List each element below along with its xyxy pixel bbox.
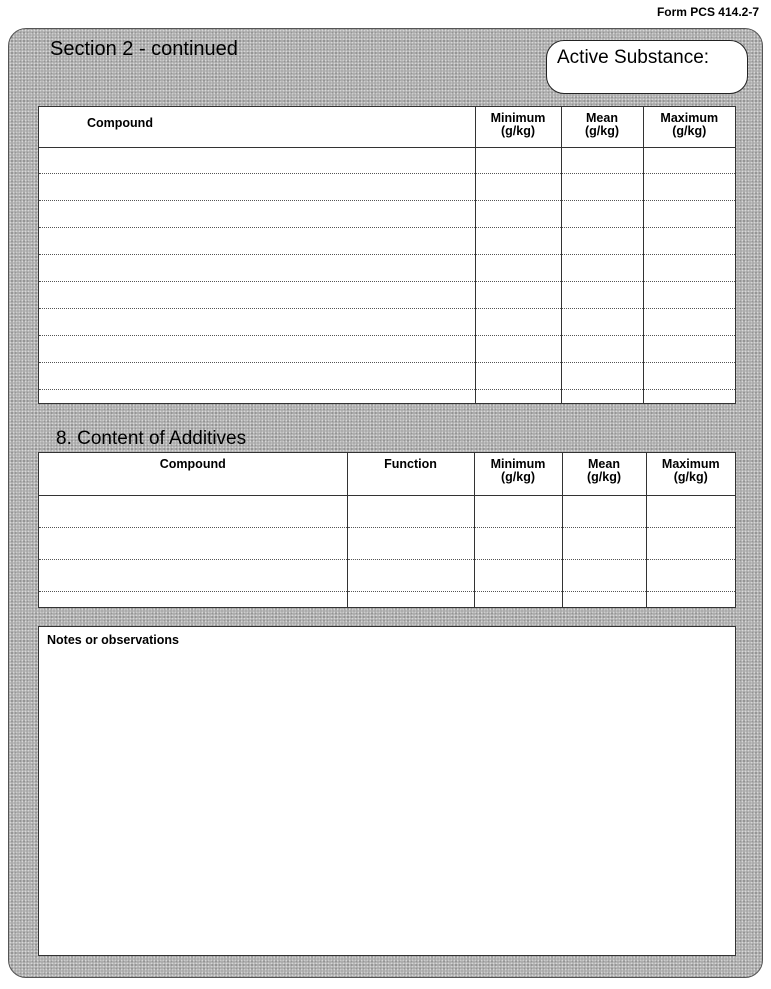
compound-row [39,389,735,403]
additive-row [39,591,735,607]
compound-cell-compound[interactable] [39,336,475,363]
compound-cell-minimum[interactable] [475,282,561,309]
compound-cell-compound[interactable] [39,228,475,255]
compound-cell-minimum[interactable] [475,363,561,390]
mean-unit: (g/kg) [584,124,620,138]
additive-cell-minimum[interactable] [474,527,562,559]
mean-header: Mean (g/kg) [561,107,643,147]
compound-cell-mean[interactable] [561,147,643,174]
section-title: Section 2 - continued [50,38,238,60]
compound-row [39,309,735,336]
compound-cell-minimum[interactable] [475,228,561,255]
compound-cell-maximum[interactable] [643,309,735,336]
compound-row [39,363,735,390]
additive-cell-mean[interactable] [562,527,646,559]
additive-cell-maximum[interactable] [646,495,735,527]
additives-table-box [38,452,736,608]
compound-cell-minimum[interactable] [475,147,561,174]
compound-row [39,147,735,174]
additive-cell-minimum[interactable] [474,559,562,591]
compound-cell-minimum[interactable] [475,309,561,336]
additive-maximum-unit: (g/kg) [673,470,708,484]
additive-cell-minimum[interactable] [474,495,562,527]
compound-table [39,107,735,403]
additives-table [39,453,735,607]
compound-cell-mean[interactable] [561,174,643,201]
compound-cell-minimum[interactable] [475,336,561,363]
compound-cell-compound[interactable] [39,282,475,309]
compound-cell-compound[interactable] [39,363,475,390]
active-substance-label: Active Substance: [557,47,710,68]
compound-cell-mean[interactable] [561,309,643,336]
compound-cell-minimum[interactable] [475,255,561,282]
additives-title: 8. Content of Additives [56,428,247,449]
additive-row [39,495,735,527]
compound-cell-mean[interactable] [561,255,643,282]
compound-cell-maximum[interactable] [643,147,735,174]
compound-table-header [39,107,735,147]
active-substance-field[interactable] [546,40,748,94]
additive-cell-minimum[interactable] [474,591,562,607]
additive-minimum-unit: (g/kg) [500,470,536,484]
compound-cell-minimum[interactable] [475,389,561,403]
compound-table-box [38,106,736,404]
additive-row [39,559,735,591]
compound-cell-maximum[interactable] [643,174,735,201]
compound-cell-maximum[interactable] [643,282,735,309]
maximum-unit: (g/kg) [672,124,707,138]
compound-cell-maximum[interactable] [643,363,735,390]
compound-cell-compound[interactable] [39,255,475,282]
notes-field[interactable] [38,626,736,956]
additive-maximum-header: Maximum (g/kg) [646,453,735,495]
notes-label: Notes or observations [47,633,179,647]
function-header: Function [347,453,474,495]
compound-cell-maximum[interactable] [643,389,735,403]
additive-cell-compound[interactable] [39,527,347,559]
compound-cell-minimum[interactable] [475,174,561,201]
compound-cell-compound[interactable] [39,309,475,336]
compound-row [39,336,735,363]
compound-cell-mean[interactable] [561,282,643,309]
additive-mean-header: Mean (g/kg) [562,453,646,495]
additive-cell-function[interactable] [347,495,474,527]
compound-cell-maximum[interactable] [643,201,735,228]
compound-cell-compound[interactable] [39,174,475,201]
additive-minimum-header: Minimum (g/kg) [474,453,562,495]
compound-cell-mean[interactable] [561,201,643,228]
compound-cell-mean[interactable] [561,363,643,390]
form-number: Form PCS 414.2-7 [656,5,759,19]
additive-cell-maximum[interactable] [646,527,735,559]
additive-cell-compound[interactable] [39,495,347,527]
compound-cell-compound[interactable] [39,147,475,174]
additive-row [39,527,735,559]
compound-row [39,282,735,309]
compound-row [39,228,735,255]
additive-compound-header: Compound [39,453,347,495]
additive-cell-mean[interactable] [562,559,646,591]
additive-cell-compound[interactable] [39,591,347,607]
additive-cell-function[interactable] [347,591,474,607]
additive-cell-function[interactable] [347,527,474,559]
compound-cell-maximum[interactable] [643,255,735,282]
additive-cell-function[interactable] [347,559,474,591]
compound-cell-compound[interactable] [39,201,475,228]
compound-cell-maximum[interactable] [643,336,735,363]
maximum-header: Maximum (g/kg) [643,107,735,147]
additive-mean-unit: (g/kg) [586,470,622,484]
minimum-header: Minimum (g/kg) [475,107,561,147]
compound-row [39,201,735,228]
minimum-unit: (g/kg) [500,124,536,138]
additive-cell-compound[interactable] [39,559,347,591]
additive-cell-maximum[interactable] [646,559,735,591]
additive-cell-maximum[interactable] [646,591,735,607]
compound-cell-maximum[interactable] [643,228,735,255]
compound-row [39,174,735,201]
compound-cell-mean[interactable] [561,228,643,255]
compound-cell-compound[interactable] [39,389,475,403]
additive-cell-mean[interactable] [562,591,646,607]
compound-cell-minimum[interactable] [475,201,561,228]
compound-header: Compound [39,107,475,147]
additives-table-header [39,453,735,495]
compound-cell-mean[interactable] [561,389,643,403]
additive-cell-mean[interactable] [562,495,646,527]
compound-row [39,255,735,282]
compound-cell-mean[interactable] [561,336,643,363]
